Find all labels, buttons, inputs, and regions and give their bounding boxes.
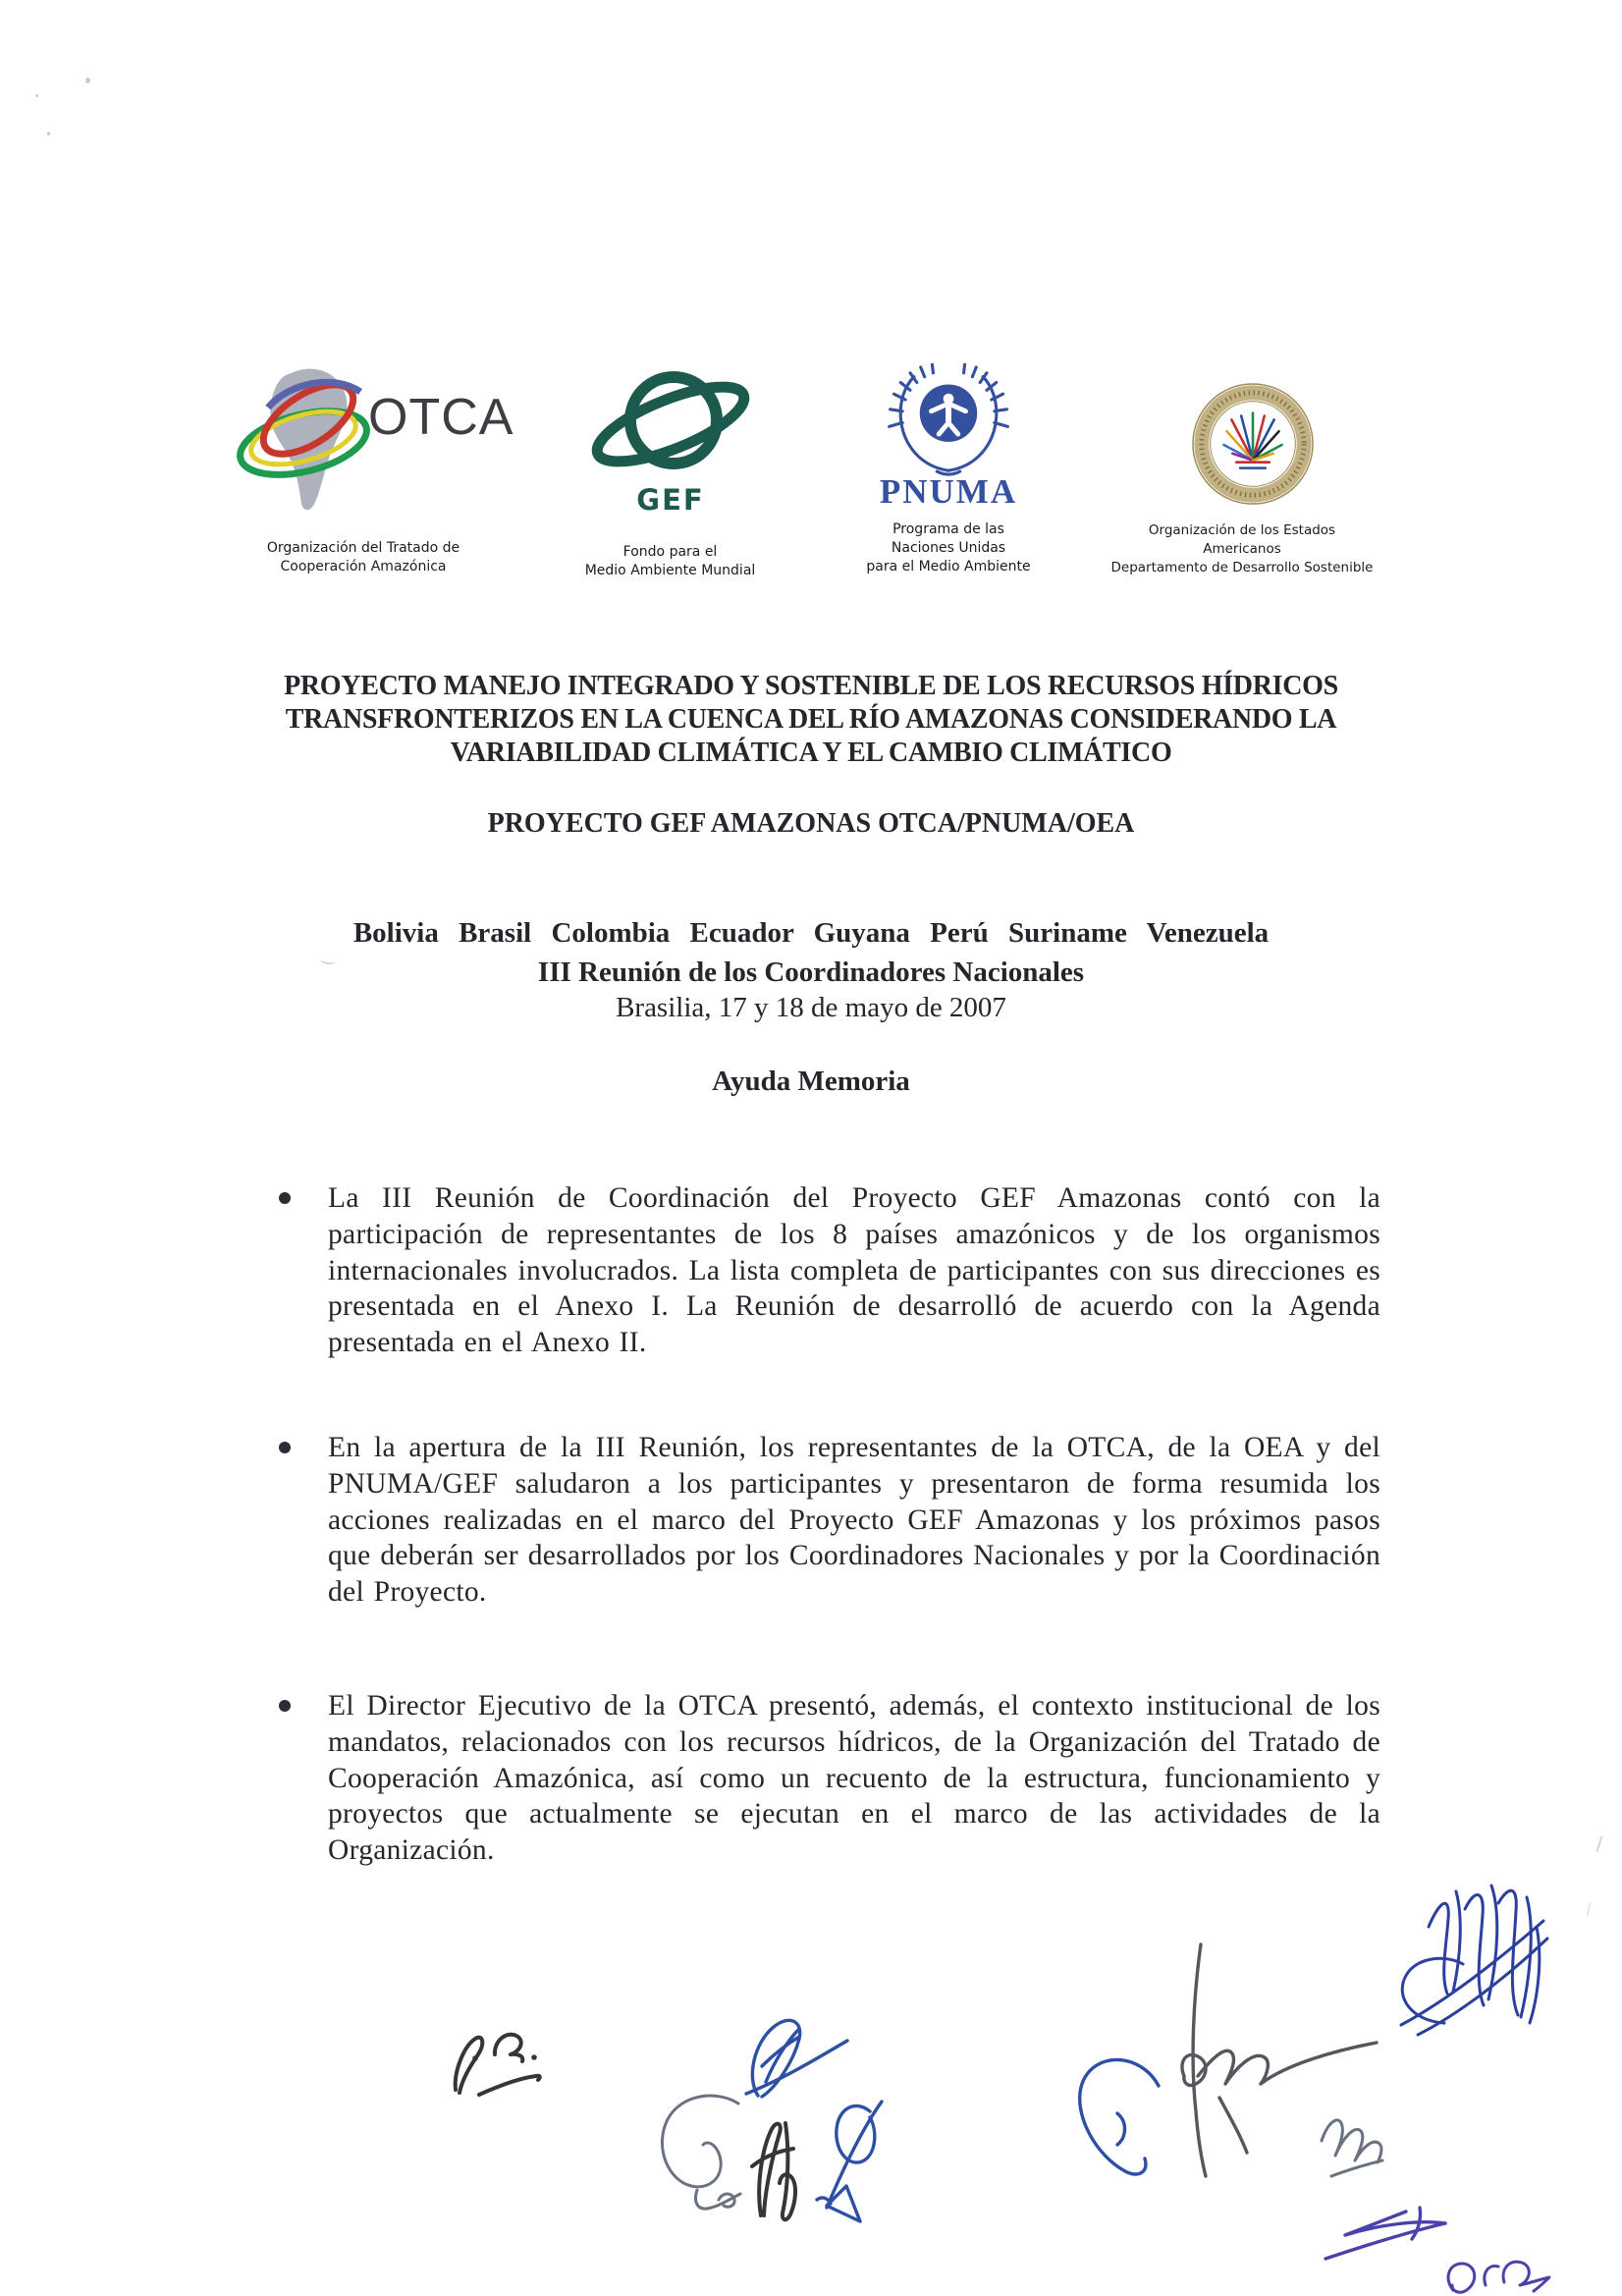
bullet-marker <box>279 1700 291 1712</box>
otca-logo <box>233 364 514 517</box>
bullet-paragraph-2: En la apertura de la III Reunión, los representantes de la OTCA, de la OEA y del PNUMA/GEF saludaron a los participantes y presentaron de forma resumida los acciones realizadas en el marco del Proyecto GEF Amazonas y los próximos pasos que deberán ser desarrollados por los Coordinadores Nacionales y por la Coordinación del Proyecto. <box>328 1432 1380 1609</box>
oea-seal-icon <box>1190 381 1316 507</box>
scan-mark <box>1595 1835 1602 1852</box>
otca-wordmark: OTCA <box>368 389 514 446</box>
gef-caption <box>550 543 790 580</box>
section-heading: Ayuda Memoria <box>712 1066 910 1097</box>
oea-logo <box>1190 381 1316 507</box>
gef-caption-line2: Medio Ambiente Mundial <box>584 563 756 578</box>
oea-caption-line3: Departamento de Desarrollo Sostenible <box>1110 560 1374 575</box>
pnuma-wordmark: PNUMA <box>879 472 1018 511</box>
oea-caption-line2: Americanos <box>1203 541 1281 557</box>
scan-speck <box>35 94 38 97</box>
title-line3: VARIABILIDAD CLIMÁTICA Y EL CAMBIO CLIMÁTICO <box>450 738 1172 768</box>
signature-oco-purple <box>1448 2262 1549 2292</box>
otca-swirl-icon <box>233 364 380 512</box>
signature-heart-blue <box>1080 2059 1159 2173</box>
meeting-session-line: III Reunión de los Coordinadores Nacionales <box>537 957 1085 988</box>
bullet-marker <box>279 1442 291 1453</box>
title-line1: PROYECTO MANEJO INTEGRADO Y SOSTENIBLE DE LOS RECURSOS HÍDRICOS <box>284 671 1338 701</box>
pnuma-caption-line1: Programa de las <box>892 521 1004 537</box>
signature-scribble-blue <box>1401 1886 1547 2035</box>
gef-wordmark: GEF <box>636 483 705 517</box>
title-line2: TRANSFRONTERIZOS EN LA CUENCA DEL RÍO AMAZONAS CONSIDERANDO LA <box>285 704 1337 735</box>
signature-a-blue <box>817 2102 882 2221</box>
signature-arrow-purple <box>1325 2208 1445 2259</box>
signature-tall-dark <box>1182 1944 1377 2176</box>
otca-caption-line1: Organización del Tratado de <box>266 540 460 556</box>
otca-caption <box>191 539 535 576</box>
bullet-paragraph-1: La III Reunión de Coordinación del Proyecto GEF Amazonas contó con la participación de representantes de los 8 países amazónicos y de los organismos internacionales involucrados. La lista completa de participantes con sus direcciones es presentada en el Anexo I. La Reunión de desarrolló de acuerdo con la Agenda presentada en el Anexo II. <box>328 1182 1380 1359</box>
pnuma-logo <box>880 363 1017 476</box>
pnuma-caption-line3: para el Medio Ambiente <box>866 559 1031 574</box>
signature-loop-gray <box>662 2096 740 2209</box>
pnuma-caption <box>830 520 1067 576</box>
signature-hb-dark <box>752 2123 795 2219</box>
scan-speck <box>85 78 90 83</box>
pnuma-caption-line2: Naciones Unidas <box>891 540 1006 556</box>
signature-w-gray <box>1322 2120 1382 2176</box>
meeting-place-date: Brasilia, 17 y 18 de mayo de 2007 <box>616 992 1006 1023</box>
bullet-paragraph-3: El Director Ejecutivo de la OTCA presentó, además, el contexto institucional de los mandatos, relacionados con los recursos hídricos, de la Organización del Tratado de Cooperación Amazónica, así como un recuento de la estructura, funcionamiento y proyectos que actualmente se ejecutan en el marco de las actividades de la Organización. <box>328 1690 1380 1867</box>
gef-logo <box>587 361 754 485</box>
gef-planet-icon <box>587 361 754 485</box>
document-title <box>0 670 1622 770</box>
bullet-marker <box>279 1192 291 1204</box>
countries-line: Bolivia Brasil Colombia Ecuador Guyana Perú Suriname Venezuela <box>352 917 1270 949</box>
pnuma-emblem-icon <box>880 363 1017 476</box>
scan-speck <box>47 132 50 136</box>
oea-caption <box>1080 521 1404 577</box>
oea-caption-line1: Organización de los Estados <box>1148 522 1336 538</box>
signatures-overlay <box>373 1866 1622 2296</box>
signature-leaf-blue <box>746 2020 847 2097</box>
gef-caption-line1: Fondo para el <box>622 544 718 560</box>
signature-initials <box>456 2035 540 2095</box>
otca-caption-line2: Cooperación Amazónica <box>280 559 447 574</box>
document-subtitle: PROYECTO GEF AMAZONAS OTCA/PNUMA/OEA <box>487 808 1135 839</box>
